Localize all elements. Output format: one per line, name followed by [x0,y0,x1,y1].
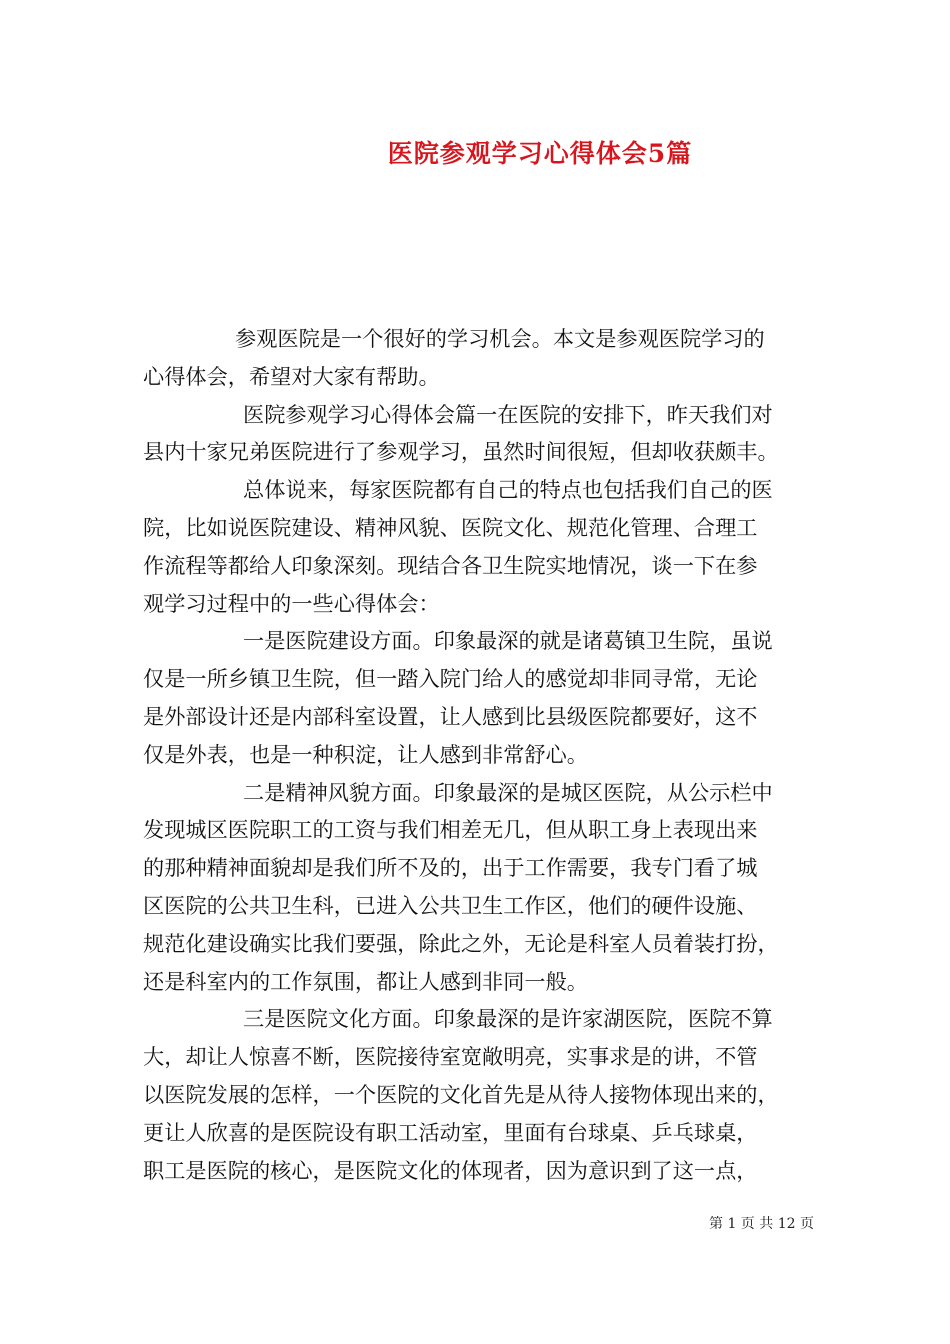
document-body [143,320,813,1189]
paragraph-line: 参观医院是一个很好的学习机会。本文是参观医院学习的 [235,326,765,351]
paragraph-line: 三是医院文化方面。印象最深的是许家湖医院，医院不算 [243,1006,773,1032]
paragraph-line: 发现城区医院职工的工资与我们相差无几，但从职工身上表现出来 [143,817,758,843]
paragraph-line: 更让人欣喜的是医院设有职工活动室，里面有台球桌、乒乓球桌， [143,1119,758,1145]
paragraph-line: 大，却让人惊喜不断，医院接待室宽敞明亮，实事求是的讲，不管 [143,1044,758,1070]
paragraph-line: 一是医院建设方面。印象最深的就是诸葛镇卫生院，虽说 [243,628,773,654]
paragraph-line: 仅是一所乡镇卫生院，但一踏入院门给人的感觉却非同寻常，无论 [143,666,758,692]
paragraph-line: 以医院发展的怎样，一个医院的文化首先是从待人接物体现出来的， [143,1081,779,1107]
paragraph-line: 的那种精神面貌却是我们所不及的，出于工作需要，我专门看了城 [143,855,758,881]
paragraph-line: 心得体会，希望对大家有帮助。 [143,363,440,389]
document-title: 医院参观学习心得体会5篇 [387,139,693,168]
page-number-footer: 第 1 页 共 12 页 [709,1216,814,1232]
paragraph-line: 作流程等都给人印象深刻。现结合各卫生院实地情况，谈一下在参 [143,552,758,578]
paragraph-line: 仅是外表，也是一种积淀，让人感到非常舒心。 [143,741,588,767]
paragraph-line: 职工是医院的核心，是医院文化的体现者，因为意识到了这一点， [143,1157,758,1183]
paragraph-line: 区医院的公共卫生科，已进入公共卫生工作区，他们的硬件设施、 [143,892,758,918]
paragraph-line: 规范化建设确实比我们要强，除此之外，无论是科室人员着装打扮， [143,930,779,956]
paragraph-line: 县内十家兄弟医院进行了参观学习，虽然时间很短，但却收获颇丰。 [143,439,779,465]
paragraph-line: 还是科室内的工作氛围，都让人感到非同一般。 [143,968,588,994]
paragraph-line: 院，比如说医院建设、精神风貌、医院文化、规范化管理、合理工 [143,514,758,540]
paragraph-line: 医院参观学习心得体会篇一在医院的安排下，昨天我们对 [243,401,773,427]
paragraph-line: 总体说来，每家医院都有自己的特点也包括我们自己的医 [243,477,773,503]
paragraph-line: 观学习过程中的一些心得体会： [143,590,440,616]
paragraph-line: 二是精神风貌方面。印象最深的是城区医院，从公示栏中 [243,779,773,805]
paragraph-line: 是外部设计还是内部科室设置，让人感到比县级医院都要好，这不 [143,703,758,729]
